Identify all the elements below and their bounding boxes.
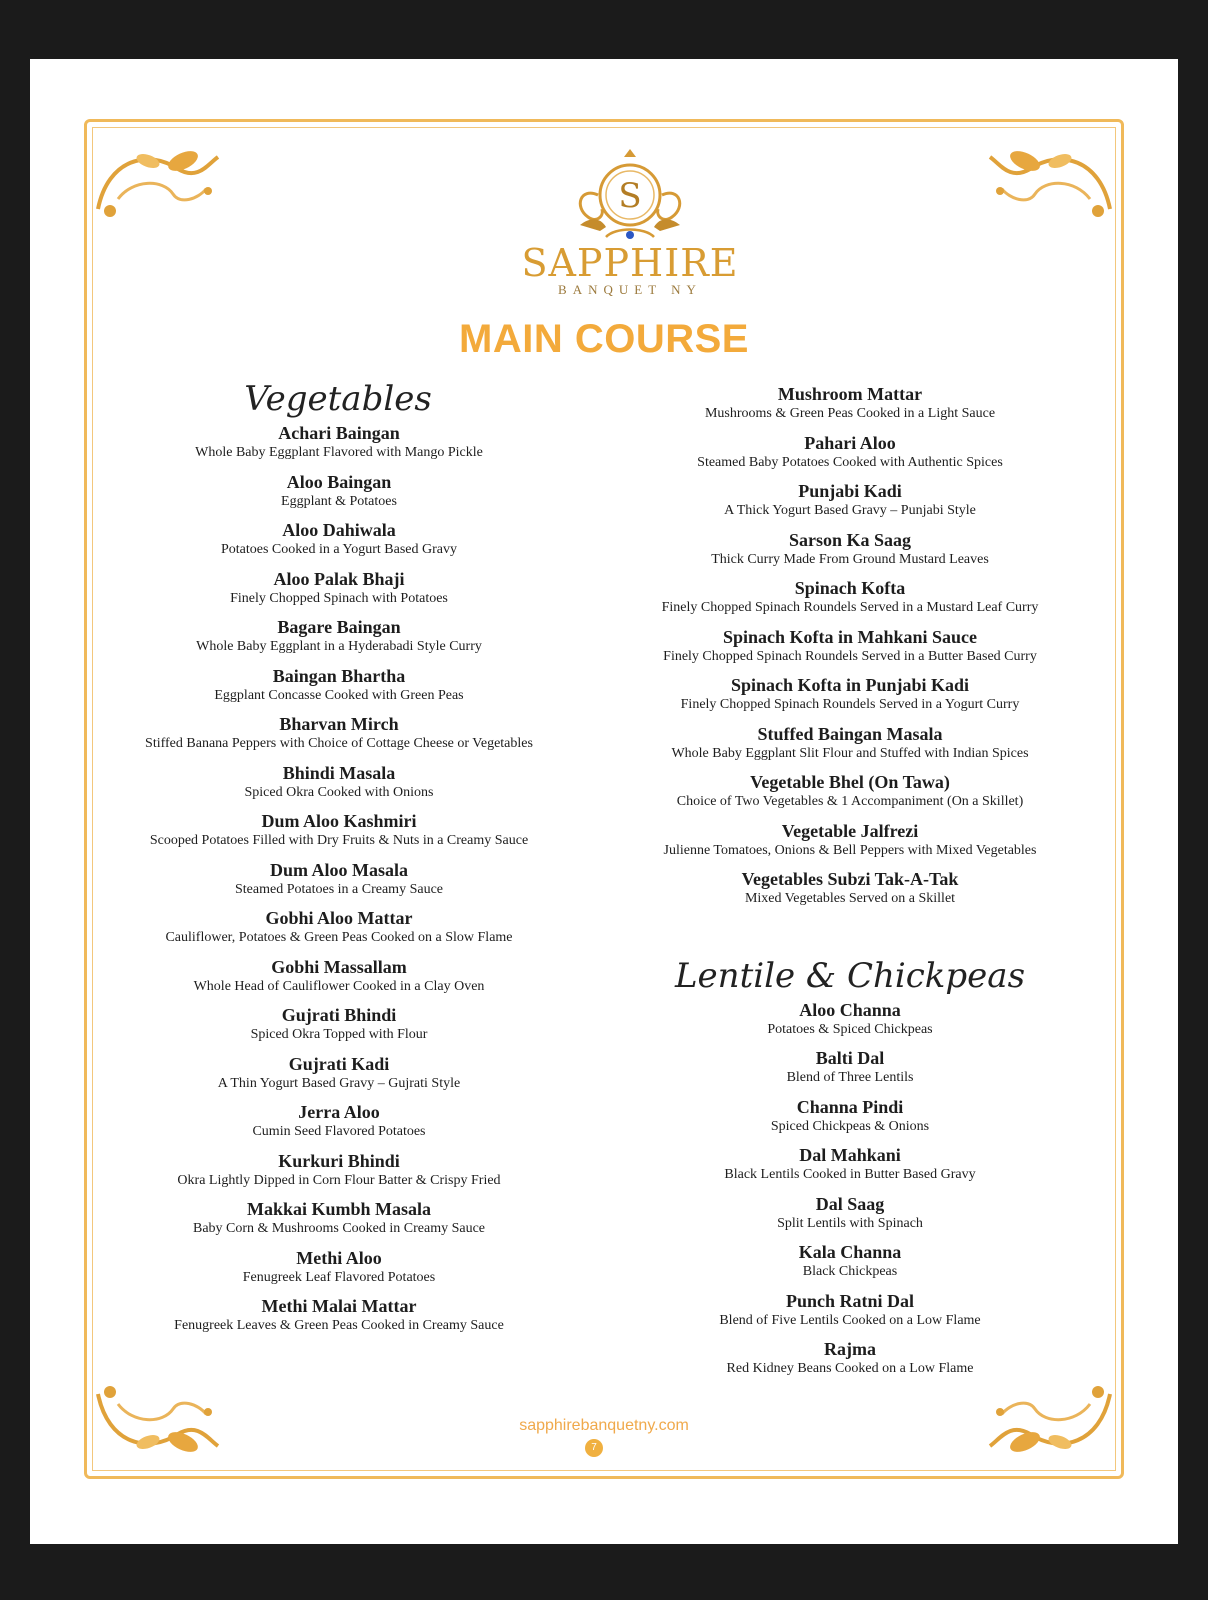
item-description: Thick Curry Made From Ground Mustard Leaves (711, 551, 989, 567)
svg-text:S: S (618, 176, 642, 216)
item-description: Blend of Three Lentils (786, 1070, 914, 1085)
item-name: Channa Pindi (796, 1096, 904, 1117)
item-name: Dum Aloo Masala (269, 859, 408, 880)
menu-item (114, 1102, 564, 1151)
item-description: Mixed Vegetables Served on a Skillet (744, 891, 956, 906)
item-description: A Thin Yogurt Based Gravy – Gujrati Style (217, 1075, 461, 1091)
item-name: Rajma (824, 1339, 876, 1359)
item-name: Punch Ratni Dal (785, 1290, 915, 1311)
section-heading-vegetables: Vegetables (244, 379, 432, 419)
menu-item (114, 569, 564, 618)
item-description: Stiffed Banana Peppers with Choice of Cottage Cheese or Vegetables (145, 736, 533, 751)
item-name: Bagare Baingan (277, 617, 401, 637)
menu-item (114, 666, 564, 715)
item-description: Finely Chopped Spinach Roundels Served in a Mustard Leaf Curry (661, 600, 1039, 615)
menu-item (630, 772, 1070, 821)
left-column (114, 377, 564, 1345)
menu-item (630, 433, 1070, 482)
menu-item (630, 578, 1070, 627)
vegetables-list (114, 423, 564, 1345)
item-description: Whole Head of Cauliflower Cooked in a Clay Oven (193, 978, 485, 994)
item-description: Steamed Potatoes in a Creamy Sauce (235, 881, 443, 897)
section-spacer (630, 918, 1070, 954)
menu-item (114, 1248, 564, 1297)
item-name: Aloo Dahiwala (282, 520, 396, 540)
item-description: Split Lentils with Spinach (777, 1215, 923, 1231)
menu-item (114, 811, 564, 860)
item-description: Spiced Okra Topped with Flour (250, 1027, 428, 1042)
item-name: Sarson Ka Saag (788, 529, 912, 550)
item-name: Dal Mahkani (799, 1145, 901, 1165)
monogram-emblem-icon (560, 147, 700, 247)
item-name: Spinach Kofta in Mahkani Sauce (722, 626, 978, 647)
website-link[interactable]: sapphirebanquetny.com (519, 1417, 689, 1434)
item-description: Whole Baby Eggplant Slit Flour and Stuffed with Indian Spices (671, 745, 1029, 761)
item-name: Methi Aloo (296, 1247, 382, 1268)
menu-item (630, 869, 1070, 918)
menu-item (630, 1097, 1070, 1146)
item-description: Spiced Chickpeas & Onions (770, 1118, 930, 1134)
menu-item (114, 520, 564, 569)
menu-item (114, 617, 564, 666)
item-name: Vegetable Bhel (On Tawa) (750, 772, 950, 792)
item-name: Punjabi Kadi (798, 481, 902, 501)
menu-item (630, 1291, 1070, 1340)
menu-item (630, 1145, 1070, 1194)
item-description: Black Lentils Cooked in Butter Based Gravy (724, 1167, 976, 1182)
vegetables-continued-list (630, 384, 1070, 918)
item-description: Whole Baby Eggplant in a Hyderabadi Style Curry (196, 639, 482, 654)
item-description: Mushrooms & Green Peas Cooked in a Light Sauce (704, 406, 996, 421)
item-name: Pahari Aloo (804, 432, 896, 453)
menu-item (630, 1339, 1070, 1388)
item-description: Cauliflower, Potatoes & Green Peas Cooked on a Slow Flame (165, 930, 513, 945)
item-name: Gobhi Massallam (271, 956, 407, 977)
menu-item (114, 1005, 564, 1054)
menu-item (114, 1296, 564, 1345)
item-name: Aloo Channa (799, 999, 901, 1020)
item-description: Potatoes & Spiced Chickpeas (767, 1021, 933, 1037)
section-heading-lentils: Lentile & Chickpeas (674, 955, 1026, 996)
menu-item (114, 1054, 564, 1103)
item-description: Black Chickpeas (802, 1264, 898, 1279)
item-description: Baby Corn & Mushrooms Cooked in Creamy Sauce (192, 1221, 486, 1236)
item-description: Blend of Five Lentils Cooked on a Low Flame (719, 1312, 981, 1328)
item-description: Choice of Two Vegetables & 1 Accompaniment (On a Skillet) (676, 794, 1024, 809)
item-name: Aloo Baingan (286, 471, 392, 492)
menu-item (630, 821, 1070, 870)
item-description: Potatoes Cooked in a Yogurt Based Gravy (220, 542, 458, 557)
item-description: Fenugreek Leaves & Green Peas Cooked in Creamy Sauce (174, 1318, 504, 1333)
page-number-badge: 7 (585, 1439, 603, 1457)
item-name: Bhindi Masala (282, 762, 396, 783)
item-name: Gujrati Kadi (288, 1053, 390, 1074)
item-name: Spinach Kofta (794, 578, 906, 598)
corner-flourish-icon (88, 139, 228, 229)
item-description: Scooped Potatoes Filled with Dry Fruits & Nuts in a Creamy Sauce (149, 833, 529, 848)
menu-item (114, 908, 564, 957)
item-description: Finely Chopped Spinach Roundels Served in a Yogurt Curry (680, 697, 1020, 712)
menu-item (630, 384, 1070, 433)
menu-item (630, 1194, 1070, 1243)
item-description: Red Kidney Beans Cooked on a Low Flame (726, 1361, 974, 1376)
item-name: Aloo Palak Bhaji (273, 568, 405, 589)
menu-item (630, 530, 1070, 579)
item-name: Achari Baingan (278, 423, 400, 443)
menu-item (630, 724, 1070, 773)
item-description: Eggplant & Potatoes (281, 493, 397, 509)
item-name: Dal Saag (815, 1193, 885, 1214)
menu-item (630, 1048, 1070, 1097)
menu-item (114, 472, 564, 521)
item-name: Baingan Bhartha (272, 665, 406, 686)
item-description: Okra Lightly Dipped in Corn Flour Batter & Crispy Fried (177, 1172, 501, 1188)
item-name: Gobhi Aloo Mattar (265, 908, 413, 928)
item-description: A Thick Yogurt Based Gravy – Punjabi Style (724, 503, 976, 518)
item-name: Jerra Aloo (298, 1102, 380, 1122)
menu-item (114, 957, 564, 1006)
brand-logo (520, 147, 740, 307)
item-description: Finely Chopped Spinach with Potatoes (230, 590, 448, 606)
item-name: Bharvan Mirch (279, 714, 399, 734)
item-name: Kala Channa (798, 1242, 902, 1262)
menu-item (114, 423, 564, 472)
item-name: Makkai Kumbh Masala (246, 1199, 432, 1219)
item-name: Spinach Kofta in Punjabi Kadi (730, 675, 970, 695)
item-name: Balti Dal (815, 1048, 885, 1068)
item-description: Cumin Seed Flavored Potatoes (252, 1124, 426, 1139)
item-name: Dum Aloo Kashmiri (261, 811, 417, 831)
lentils-list (630, 1000, 1070, 1388)
menu-item (630, 481, 1070, 530)
menu-item (630, 1000, 1070, 1049)
menu-page (30, 59, 1178, 1544)
right-column (630, 384, 1070, 1388)
brand-name: SAPPHIRE (521, 241, 739, 285)
item-description: Finely Chopped Spinach Roundels Served in a Butter Based Curry (663, 648, 1037, 664)
item-name: Kurkuri Bhindi (278, 1150, 400, 1171)
item-name: Stuffed Baingan Masala (757, 723, 943, 744)
item-name: Mushroom Mattar (777, 384, 923, 404)
menu-item (114, 763, 564, 812)
page-title: MAIN COURSE (459, 317, 749, 361)
item-description: Steamed Baby Potatoes Cooked with Authentic Spices (697, 454, 1003, 470)
menu-item (630, 627, 1070, 676)
item-name: Gujrati Bhindi (281, 1005, 397, 1025)
menu-item (114, 714, 564, 763)
item-description: Eggplant Concasse Cooked with Green Peas (214, 687, 464, 703)
menu-item (114, 860, 564, 909)
item-name: Vegetable Jalfrezi (781, 820, 919, 841)
menu-item (630, 675, 1070, 724)
menu-item (630, 1242, 1070, 1291)
item-description: Fenugreek Leaf Flavored Potatoes (242, 1269, 436, 1285)
item-name: Vegetables Subzi Tak-A-Tak (741, 869, 959, 889)
menu-item (114, 1151, 564, 1200)
item-description: Spiced Okra Cooked with Onions (244, 784, 434, 800)
brand-subtitle: BANQUET NY (558, 282, 702, 297)
item-description: Julienne Tomatoes, Onions & Bell Peppers with Mixed Vegetables (663, 842, 1037, 858)
corner-flourish-icon (980, 139, 1120, 229)
item-name: Methi Malai Mattar (261, 1296, 417, 1316)
menu-item (114, 1199, 564, 1248)
item-description: Whole Baby Eggplant Flavored with Mango Pickle (195, 445, 483, 460)
